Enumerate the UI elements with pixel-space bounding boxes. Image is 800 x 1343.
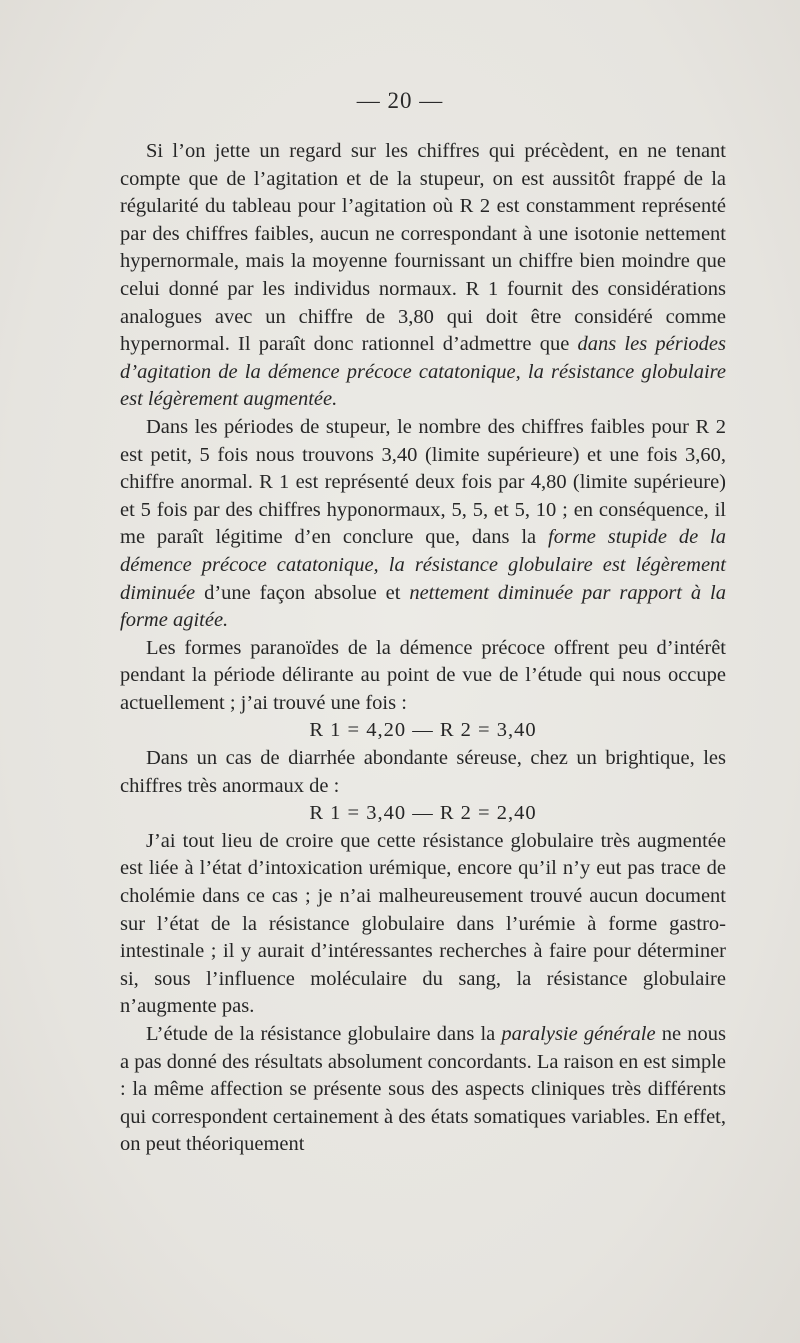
- text-segment: Les formes paranoïdes de la démence précoce offrent peu d’intérêt pendant la période délirante au point de vue de l’étude qui nous occupe actuellement ; j’ai trouvé une fois :: [120, 636, 726, 714]
- italic-text: forme stupide de la démence précoce catatonique, la résistance globulaire est légèrement diminuée: [120, 526, 726, 604]
- text-segment: d’une façon absolue et: [195, 581, 410, 604]
- text-segment: J’ai tout lieu de croire que cette résistance globulaire très augmentée est liée à l’état d’intoxication urémique, encore qu’il n’y eut pas trace de cholémie dans ce cas ; je n’ai malheureusement trouvé aucun document sur l’état de la résistance globulaire dans l’urémie à forme gastro-intestinale ; il y aurait d’intéressantes recherches à faire pour déterminer si, sous l’influence moléculaire du sang, la résistance globulaire n’augmente pas.: [120, 829, 726, 1018]
- italic-text: dans les périodes d’agitation de la démence précoce catatonique, la résistance globulaire est légèrement augmentée.: [120, 333, 726, 411]
- paragraph: [120, 1021, 726, 1159]
- body-text: [120, 138, 726, 1159]
- text-segment: R 1 = 4,20 — R 2 = 3,40: [309, 719, 537, 742]
- paragraph: [120, 414, 726, 635]
- italic-text: paralysie générale: [501, 1023, 656, 1045]
- text-segment: L’étude de la résistance globulaire dans la: [146, 1023, 502, 1045]
- page-number: — 20 —: [356, 88, 444, 113]
- paragraph: [120, 635, 726, 718]
- paragraph: [120, 138, 726, 414]
- equation-line: [120, 717, 726, 745]
- text-segment: R 1 = 3,40 — R 2 = 2,40: [309, 802, 537, 825]
- text-segment: ne nous a pas donné des résultats absolument concordants. La raison en est simple : la même affection se présente sous des aspects cliniques très différents qui correspondent certainement à des états somatiques variables. En effet, on peut théoriquement: [120, 1023, 727, 1156]
- equation-line: [120, 800, 726, 828]
- paragraph: [120, 828, 726, 1021]
- text-segment: Si l’on jette un regard sur les chiffres qui précèdent, en ne tenant compte que de l’agitation et de la stupeur, on est aussitôt frappé de la régularité du tableau pour l’agitation où R 2 est constamment représenté par des chiffres faibles, aucun ne correspondant à une isotonie nettement hypernormale, mais la moyenne fournissant un chiffre bien moindre que celui donné par les individus normaux. R 1 fournit des considérations analogues avec un chiffre de 3,80 qui doit être considéré comme hypernormal. Il paraît donc rationnel d’admettre que: [120, 140, 726, 356]
- text-segment: Dans les périodes de stupeur, le nombre des chiffres faibles pour R 2 est petit, 5 fois nous trouvons 3,40 (limite supérieure) et une fois 3,60, chiffre anormal. R 1 est représenté deux fois par 4,80 (limite supérieure) et 5 fois par des chiffres hyponormaux, 5, 5, et 5, 10 ; en conséquence, il me paraît légitime d’en conclure que, dans la: [120, 415, 726, 549]
- paragraph: [120, 745, 726, 800]
- text-segment: Dans un cas de diarrhée abondante séreuse, chez un brightique, les chiffres très anormaux de :: [120, 747, 726, 797]
- italic-text: nettement diminuée par rapport à la forme agitée.: [120, 581, 726, 632]
